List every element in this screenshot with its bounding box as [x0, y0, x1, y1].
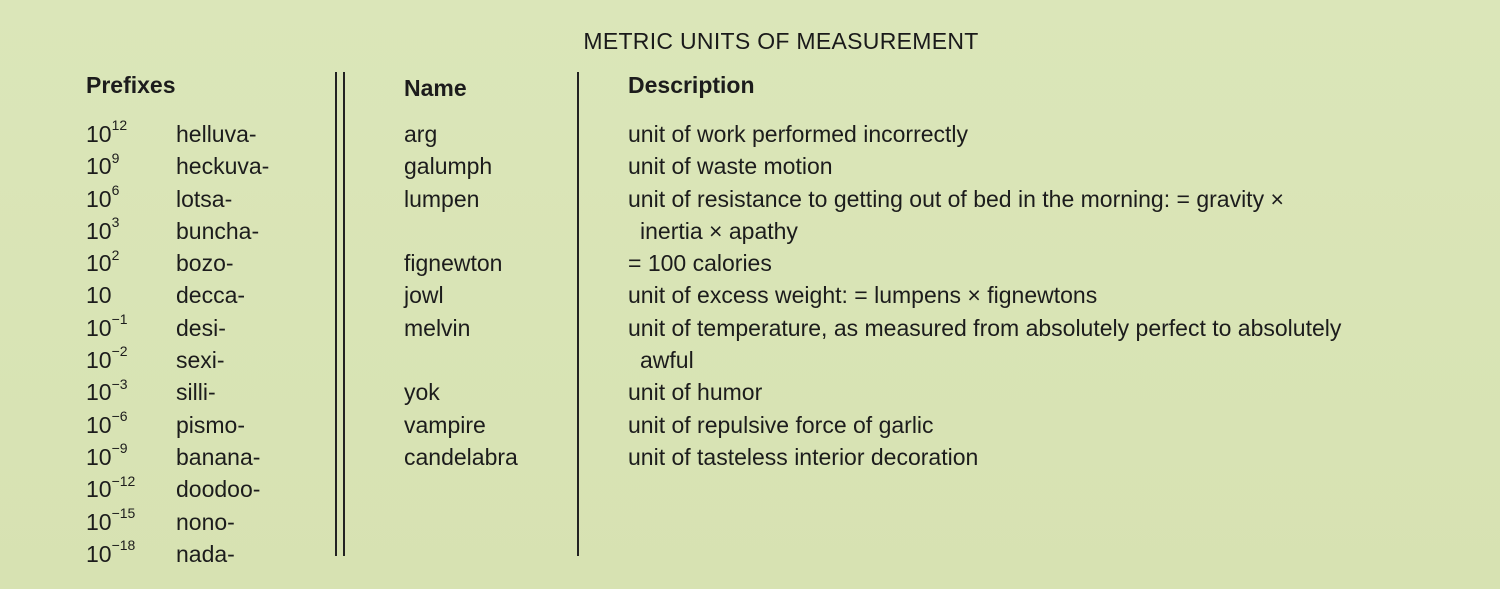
power-of-ten	[86, 538, 176, 570]
power-exponent: 6	[111, 181, 120, 198]
power-exponent: −2	[111, 343, 128, 360]
prefix-row	[86, 409, 269, 441]
prefix-row	[86, 312, 269, 344]
page-title: METRIC UNITS OF MEASUREMENT	[583, 28, 979, 54]
power-of-ten	[86, 183, 176, 215]
unit-name: lumpen	[404, 185, 480, 212]
unit-description-line: unit of humor	[628, 379, 763, 406]
prefix-label: nada-	[176, 540, 235, 567]
prefix-label: decca-	[176, 282, 246, 309]
power-of-ten	[86, 118, 176, 150]
power-of-ten	[86, 150, 176, 182]
name-column	[404, 118, 518, 473]
power-base: 10	[86, 250, 112, 277]
unit-name: arg	[404, 121, 438, 147]
prefix-row	[86, 441, 269, 473]
power-exponent: −15	[111, 504, 136, 521]
double-rule-left	[335, 72, 337, 556]
power-exponent: 3	[111, 214, 120, 231]
prefix-label: sexi-	[176, 347, 225, 374]
unit-description-line: awful	[640, 347, 694, 374]
prefix-label: buncha-	[176, 217, 260, 244]
unit-name: yok	[404, 379, 440, 406]
single-rule	[577, 72, 579, 556]
unit-name-spacer	[404, 215, 518, 247]
power-exponent: 2	[111, 246, 120, 263]
power-base: 10	[86, 476, 112, 503]
prefix-label: helluva-	[176, 121, 257, 147]
power-of-ten	[86, 441, 176, 473]
power-of-ten	[86, 312, 176, 344]
unit-name-spacer	[404, 344, 518, 376]
prefix-row	[86, 376, 269, 408]
prefix-label: bozo-	[176, 250, 234, 277]
prefix-column	[86, 118, 269, 570]
unit-description-line: = 100 calories	[628, 250, 772, 277]
double-rule-right	[343, 72, 345, 556]
description-header: Description	[628, 72, 755, 98]
power-exponent: −12	[111, 472, 136, 489]
prefix-label: desi-	[176, 314, 226, 341]
prefix-row	[86, 279, 269, 311]
power-base: 10	[86, 153, 112, 180]
prefix-row	[86, 506, 269, 538]
power-base: 10	[86, 314, 112, 341]
power-exponent: 12	[111, 117, 128, 134]
power-of-ten	[86, 376, 176, 408]
power-of-ten	[86, 506, 176, 538]
unit-name: galumph	[404, 153, 493, 180]
power-base: 10	[86, 411, 112, 438]
unit-description-line: unit of temperature, as measured from absolutely perfect to absolutely	[628, 314, 1342, 341]
unit-description-line: unit of tasteless interior decoration	[628, 443, 979, 470]
prefix-row	[86, 344, 269, 376]
prefix-row	[86, 473, 269, 505]
prefix-label: doodoo-	[176, 476, 261, 503]
unit-name: fignewton	[404, 250, 503, 277]
power-base: 10	[86, 443, 112, 470]
unit-description-line: unit of waste motion	[628, 153, 833, 180]
power-exponent: −18	[111, 537, 136, 554]
power-of-ten	[86, 344, 176, 376]
power-exponent: −6	[111, 408, 128, 425]
prefix-row	[86, 538, 269, 570]
power-base: 10	[86, 185, 112, 212]
unit-name: candelabra	[404, 443, 518, 470]
unit-description-line: unit of repulsive force of garlic	[628, 411, 934, 438]
prefix-label: nono-	[176, 508, 235, 535]
prefix-label: pismo-	[176, 411, 246, 438]
power-of-ten	[86, 247, 176, 279]
prefix-label: silli-	[176, 379, 216, 406]
power-base: 10	[86, 508, 112, 535]
power-base: 10	[86, 282, 112, 309]
unit-name: melvin	[404, 314, 471, 341]
power-exponent: −1	[111, 311, 128, 328]
unit-description-line: unit of resistance to getting out of bed in the morning: = gravity ×	[628, 185, 1284, 212]
power-of-ten	[86, 473, 176, 505]
prefix-row	[86, 150, 269, 182]
prefix-row	[86, 247, 269, 279]
power-base: 10	[86, 217, 112, 244]
prefix-row	[86, 215, 269, 247]
power-of-ten	[86, 215, 176, 247]
prefixes-header: Prefixes	[86, 72, 176, 98]
power-base: 10	[86, 121, 112, 147]
power-base: 10	[86, 540, 112, 567]
power-base: 10	[86, 347, 112, 374]
power-of-ten	[86, 279, 176, 311]
power-exponent: −3	[111, 375, 128, 392]
prefix-label: banana-	[176, 443, 261, 470]
unit-name: jowl	[404, 282, 444, 309]
prefix-label: heckuva-	[176, 153, 270, 180]
power-exponent: −9	[111, 440, 128, 457]
unit-description-line: unit of work performed incorrectly	[628, 121, 969, 147]
power-exponent: 9	[111, 149, 120, 166]
prefix-label: lotsa-	[176, 185, 233, 212]
unit-name: vampire	[404, 411, 486, 438]
prefix-row	[86, 183, 269, 215]
description-column	[628, 118, 1341, 473]
unit-description-line: inertia × apathy	[640, 217, 798, 244]
prefix-row	[86, 118, 269, 150]
name-header: Name	[404, 75, 467, 101]
power-base: 10	[86, 379, 112, 406]
power-of-ten	[86, 409, 176, 441]
unit-description-line: unit of excess weight: = lumpens × fignewtons	[628, 282, 1098, 309]
